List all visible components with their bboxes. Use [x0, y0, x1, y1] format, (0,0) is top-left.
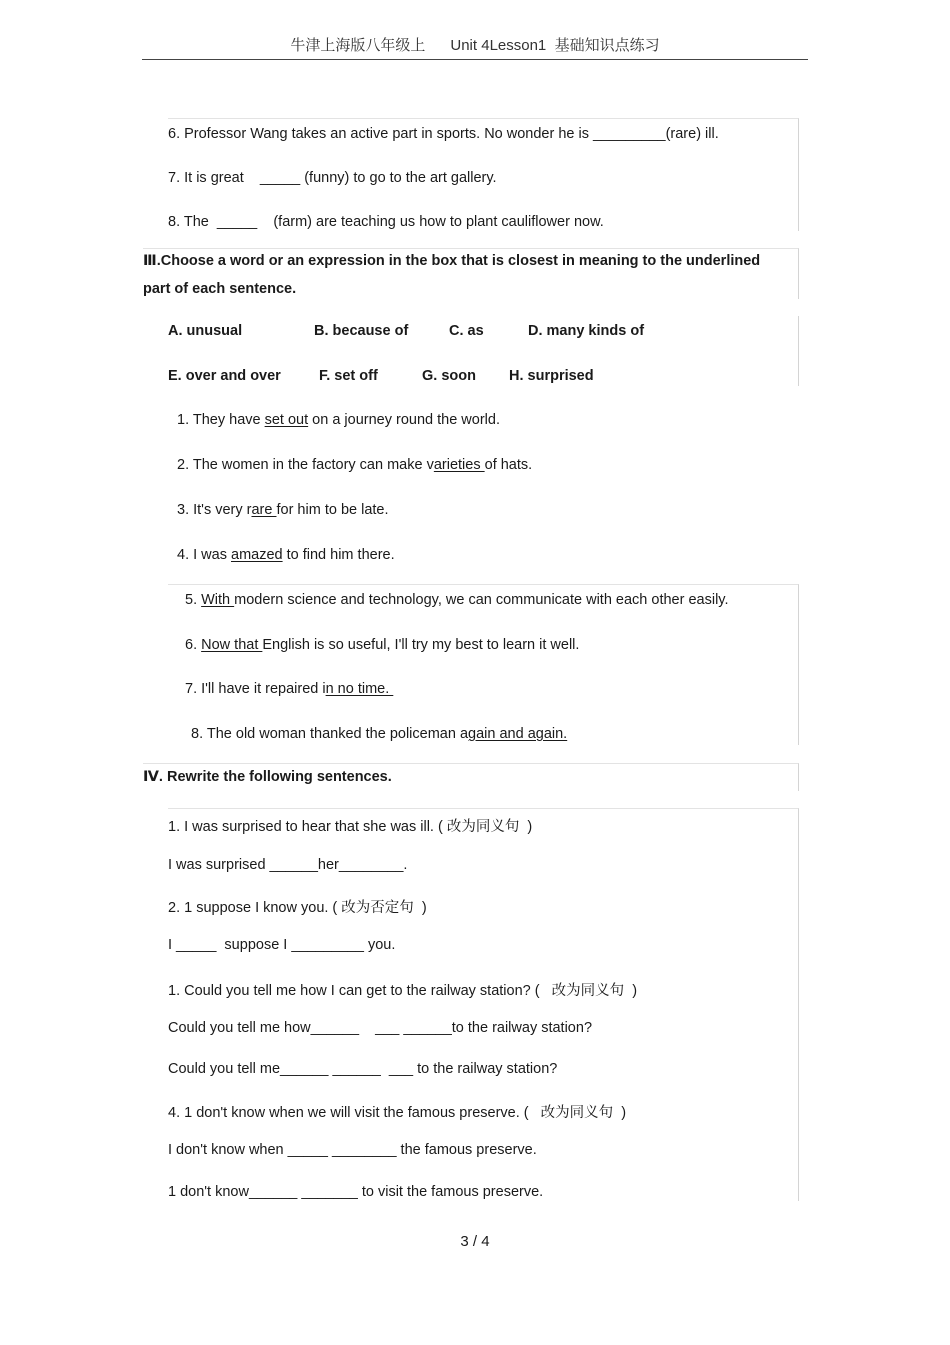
section-title-cont: part of each sentence.	[143, 281, 297, 297]
header-rule	[142, 59, 808, 60]
rewrite-line: I don't know when _____ ________ the famous preserve.	[168, 1142, 537, 1158]
option: A. unusual	[168, 323, 243, 339]
rewrite-line: I _____ suppose I _________ you.	[168, 937, 396, 953]
option: H. surprised	[509, 368, 594, 384]
rewrite-line: 1 don't know______ _______ to visit the famous preserve.	[168, 1184, 544, 1200]
section-title: Ⅲ.Choose a word or an expression in the box that is closest in meaning to the underlined	[143, 253, 761, 269]
underlined-phrase: are	[251, 502, 277, 518]
section-title: Ⅳ. Rewrite the following sentences.	[143, 769, 392, 785]
item-sentence: 7. I'll have it repaired in no time.	[185, 681, 394, 697]
item-sentence: 4. I was amazed to find him there.	[177, 547, 395, 563]
rewrite-line: 2. 1 suppose I know you. ( 改为否定句 )	[168, 900, 427, 916]
underlined-phrase: gain and again.	[468, 726, 568, 742]
item-sentence: 3. It's very rare for him to be late.	[177, 502, 389, 518]
box-section3-items	[168, 584, 799, 745]
rewrite-line: 1. Could you tell me how I can get to the railway station? ( 改为同义句 )	[168, 983, 638, 999]
underlined-phrase: arieties	[433, 457, 485, 473]
page-number: 3 / 4	[460, 1233, 490, 1250]
question-line: 8. The _____ (farm) are teaching us how to plant cauliflower now.	[168, 214, 604, 230]
item-sentence: 6. Now that English is so useful, I'll try my best to learn it well.	[185, 637, 580, 653]
option: F. set off	[319, 368, 378, 384]
option: E. over and over	[168, 368, 281, 384]
question-line: 6. Professor Wang takes an active part in sports. No wonder he is _________(rare) ill.	[168, 126, 719, 142]
item-sentence: 1. They have set out on a journey round the world.	[177, 412, 500, 428]
underlined-phrase: n no time.	[325, 681, 394, 697]
option: D. many kinds of	[528, 323, 645, 339]
option: C. as	[449, 323, 484, 339]
item-sentence: 5. With modern science and technology, we can communicate with each other easily.	[185, 592, 729, 608]
rewrite-line: 1. I was surprised to hear that she was ill. ( 改为同义句 )	[168, 819, 533, 835]
rewrite-line: Could you tell me how______ ___ ______to the railway station?	[168, 1020, 593, 1036]
item-sentence: 2. The women in the factory can make varieties of hats.	[177, 457, 533, 473]
underlined-phrase: amazed	[231, 547, 283, 563]
item-sentence: 8. The old woman thanked the policeman again and again.	[191, 726, 568, 742]
underlined-phrase: Now that	[201, 637, 263, 653]
question-line: 7. It is great _____ (funny) to go to the art gallery.	[168, 170, 497, 186]
page-header: 牛津上海版八年级上 Unit 4Lesson1 基础知识点练习	[290, 37, 660, 54]
rewrite-line: I was surprised ______her________.	[168, 857, 408, 873]
rewrite-line: Could you tell me______ ______ ___ to the railway station?	[168, 1061, 558, 1077]
rewrite-line: 4. 1 don't know when we will visit the famous preserve. ( 改为同义句 )	[168, 1105, 627, 1121]
option: G. soon	[422, 368, 476, 384]
underlined-phrase: set out	[264, 412, 309, 428]
option: B. because of	[314, 323, 409, 339]
underlined-phrase: With	[201, 592, 235, 608]
